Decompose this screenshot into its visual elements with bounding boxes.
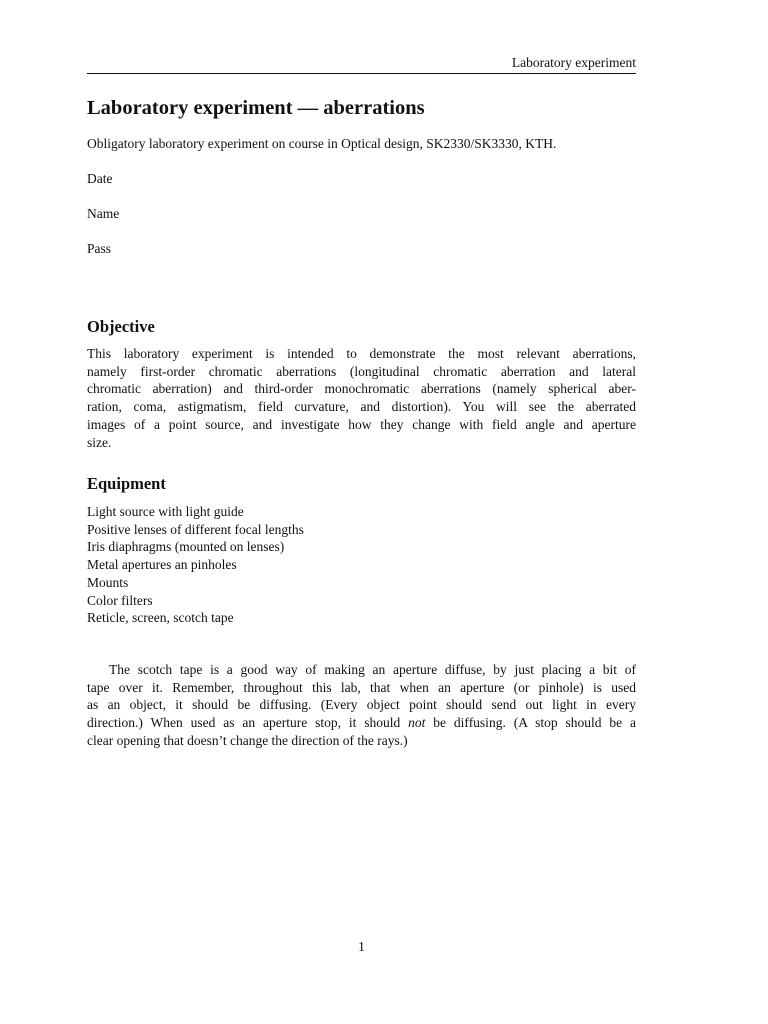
pass-field-label: Pass: [87, 241, 112, 256]
equipment-heading: Equipment: [87, 474, 166, 493]
emphasis-text: not: [408, 715, 426, 731]
document-subtitle: Obligatory laboratory experiment on course in Optical design, SK2330/SK3330, KTH.: [87, 136, 557, 151]
paragraph-line: tape over it. Remember, throughout this lab, that when an aperture (or pinhole) is used: [87, 679, 636, 695]
list-item: Light source with light guide: [87, 504, 244, 519]
list-item: Mounts: [87, 574, 129, 590]
paragraph-line: [87, 714, 636, 732]
name-field-label: Name: [87, 206, 120, 221]
list-item: Color filters: [87, 592, 153, 608]
list-item: Reticle, screen, scotch tape: [87, 610, 234, 626]
paragraph-text: be diffusing. (A stop should be a: [425, 715, 636, 731]
list-item: Metal apertures an pinholes: [87, 557, 237, 573]
objective-line: This laboratory experiment is intended to demonstrate the most relevant aberrations,: [87, 346, 636, 361]
page-number: 1: [358, 939, 365, 954]
paragraph-line: clear opening that doesn’t change the direction of the rays.): [87, 732, 408, 748]
running-header: Laboratory experiment: [511, 55, 636, 70]
document-page: [87, 0, 636, 1024]
objective-line: images of a point source, and investigate how they change with field angle and aperture: [87, 416, 636, 432]
paragraph-line: as an object, it should be diffusing. (Every object point should send out light in every: [87, 697, 636, 713]
objective-line: namely first-order chromatic aberrations (longitudinal chromatic aberration and lateral: [87, 363, 636, 379]
paragraph-text: direction.) When used as an aperture stop, it should: [87, 715, 409, 731]
header-rule: [87, 73, 636, 74]
objective-heading: Objective: [87, 317, 155, 336]
list-item: Positive lenses of different focal lengths: [87, 521, 304, 537]
scotch-tape-paragraph: [87, 661, 636, 750]
equipment-list: [87, 503, 304, 627]
objective-paragraph: [87, 345, 636, 451]
objective-line: chromatic aberration) and third-order monochromatic aberrations (namely spherical aber-: [87, 381, 636, 397]
objective-line: size.: [87, 434, 112, 450]
objective-line: ration, coma, astigmatism, field curvature, and distortion). You will see the aberrated: [87, 399, 636, 415]
list-item: Iris diaphragms (mounted on lenses): [87, 539, 285, 555]
document-title: Laboratory experiment — aberrations: [87, 97, 425, 119]
date-field-label: Date: [87, 171, 113, 186]
paragraph-line: The scotch tape is a good way of making an aperture diffuse, by just placing a bit of: [109, 662, 636, 677]
